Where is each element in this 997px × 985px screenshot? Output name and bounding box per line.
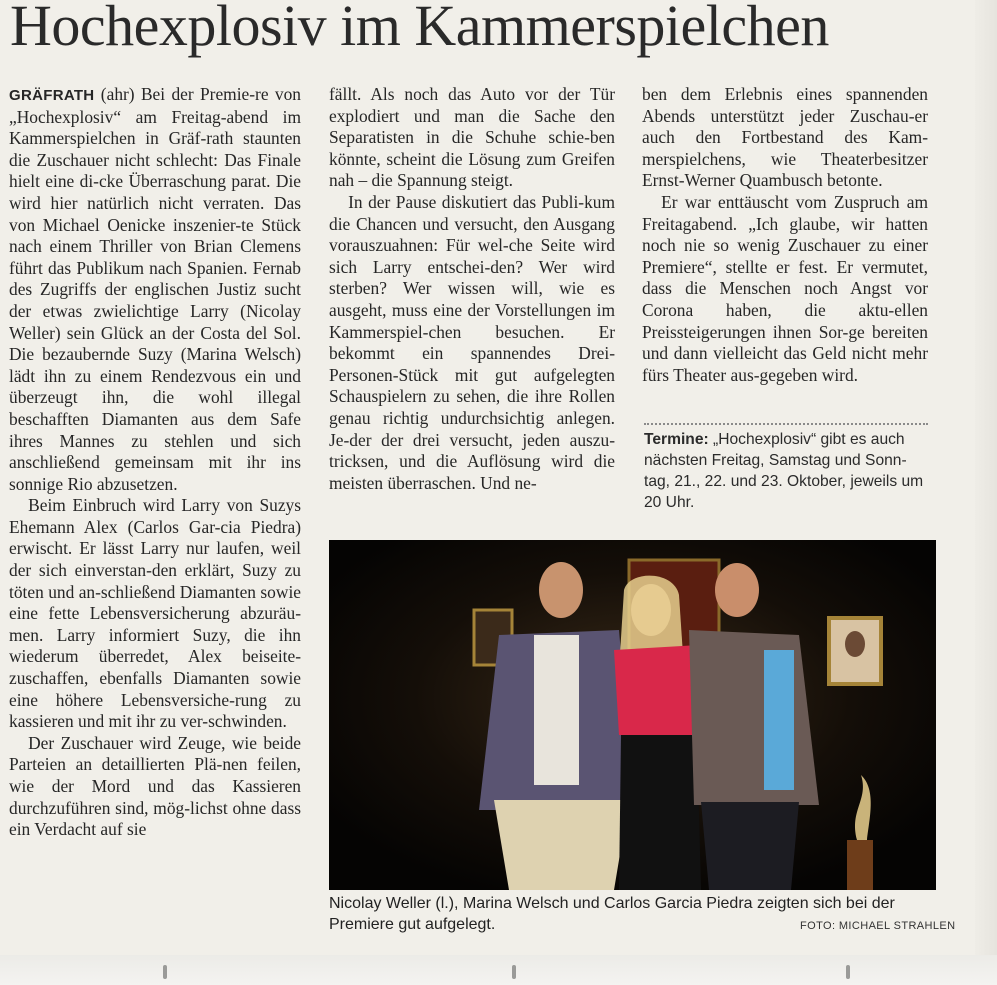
actor-right-shirt [764, 650, 794, 790]
actor-right-jacket [689, 630, 819, 805]
actor-right-trousers [701, 802, 799, 890]
staple-mark [512, 965, 516, 979]
staple-mark [163, 965, 167, 979]
actor-left-trousers [494, 800, 629, 890]
article-paragraph: In der Pause diskutiert das Publi-kum die Chancen und versucht, den Ausgang vorauszuahnen: Für wel-che Seite wird sich Larry entschei-den? Wer wird sterben? Wer wissen will, wie es ausgeht, muss eine der Vorstellungen im Kammerspiel-chen besuchen. Er bekommt ein spannendes Drei-Personen-Stück mit gut aufgelegten Schauspielern zu sehen, die ihre Rollen genau richtig undurchsichtig anlegen. Je-der der drei versucht, jeden auszu-tricksen, und die Auflösung wird die meisten überraschen. Und ne- [329, 191, 615, 493]
article-paragraph: Er war enttäuscht vom Zuspruch am Freitagabend. „Ich glaube, wir hatten noch nie so wenig Zuschauer zu einer Premiere“, stellte er fest. Er vermutet, dass die Menschen noch Angst vor Corona haben, die aktu-ellen Preissteigerungen ihnen Sor-ge bereiten und dann vielleicht das Geld nicht mehr fürs Theater aus-gegeben wird. [642, 191, 928, 385]
actor-middle-trousers [619, 735, 701, 890]
article-column-3 [642, 84, 928, 386]
actor-right-head [715, 563, 759, 617]
stage-photo [329, 540, 936, 890]
headline: Hochexplosiv im Kammerspielchen [10, 0, 829, 58]
actor-left-shirt [534, 635, 579, 785]
dotted-divider [644, 423, 928, 425]
article-paragraph: Beim Einbruch wird Larry von Suzys Ehemann Alex (Carlos Gar-cia Piedra) erwischt. Er lässt Larry nur laufen, weil der sich einverstan-den erklärt, Suzy zu töten und an-schließend Diamanten sowie eine fette Lebensversicherung abzuräu-men. Larry informiert Suzy, die ihn wiederum überredet, Alex beiseite-zuschaffen, ebenfalls Diamanten sowie eine höhere Lebensversiche-rung zu kassieren und mit ihr zu ver-schwinden. [9, 495, 301, 732]
portrait-face [845, 631, 865, 657]
article-paragraph: Der Zuschauer wird Zeuge, wie beide Parteien an detaillierten Plä-nen feilen, wie der Mord und das Kassieren durchzuführen sind, mög-lichst ohne dass ein Verdacht auf sie [9, 732, 301, 840]
actor-left-head [539, 562, 583, 618]
staple-mark [846, 965, 850, 979]
article-column-2 [329, 84, 615, 494]
article-column-1 [9, 84, 301, 841]
photo-credit: FOTO: MICHAEL STRAHLEN [800, 920, 956, 932]
termine-box [644, 429, 928, 513]
article-paragraph: ben dem Erlebnis eines spannenden Abends unterstützt jeder Zuschau-er auch den Fortbestand des Kam-merspielchens, wie Theaterbesitzer Ernst-Werner Quambusch betonte. [642, 84, 928, 191]
article-paragraph: fällt. Als noch das Auto vor der Tür explodiert und man die Sache den Separatisten in die Schuhe schie-ben könnte, scheint die Lösung zum Greifen nah – die Spannung steigt. [329, 84, 615, 191]
article-paragraph [9, 84, 301, 495]
dateline: GRÄFRATH [9, 87, 95, 104]
termine-text: „Hochexplosiv“ gibt es auch nächsten Freitag, Samstag und Sonn-tag, 21., 22. und 23. Oktober, jeweils um 20 Uhr. [644, 431, 924, 511]
photo-caption: Nicolay Weller (l.), Marina Welsch und Carlos Garcia Piedra zeigten sich bei der Premiere gut aufgelegt. [329, 895, 895, 933]
pedestal [847, 840, 873, 890]
stage-photo-illustration [329, 540, 936, 890]
paragraph-text: (ahr) Bei der Premie-re von „Hochexplosiv“ am Freitag-abend im Kammerspielchen in Gräf-rath staunten die Zuschauer nicht schlecht: Das Finale hielt eine di-cke Überraschung parat. Die wird hier natürlich nicht verraten. Das von Michael Oenicke inszenier-te Stück nach einem Thriller von Brian Clemens führt das Publikum nach Spanien. Fernab des Zugriffs der englischen Justiz sucht der etwas zwielichtige Larry (Nicolay Weller) sein Glück an der Costa del Sol. Die bezaubernde Suzy (Marina Welsch) lädt ihn zu einem Rendezvous ein und überzeugt ihn, die wohl illegal beschafften Diamanten aus dem Safe ihres Mannes zu stehlen und sich anschließend gemeinsam mit ihr ins sonnige Rio abzusetzen. [9, 84, 301, 494]
page-bottom-edge [0, 955, 997, 985]
termine-label: Termine: [644, 431, 709, 448]
page-margin-right [975, 0, 997, 985]
